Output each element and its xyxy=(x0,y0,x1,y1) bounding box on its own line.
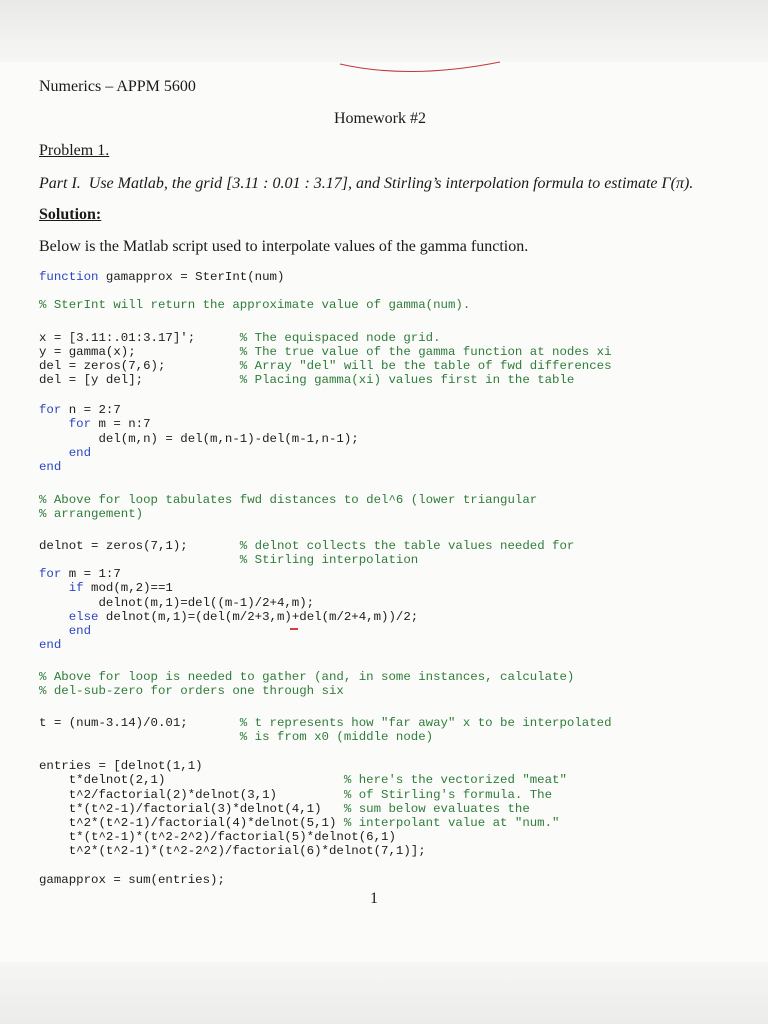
code-line xyxy=(39,331,441,346)
problem-statement: Part I. Use Matlab, the grid [3.11 : 0.01 : 3.17], and Stirling’s interpolation formula to estimate Γ(π). xyxy=(39,175,694,192)
code-comment: % The equispaced node grid. xyxy=(239,331,441,345)
code-text: mod(m,2)==1 xyxy=(83,581,173,595)
code-text: delnot = zeros(7,1); xyxy=(39,539,240,553)
code-comment: % Above for loop tabulates fwd distances to del^6 (lower triangular xyxy=(39,493,538,507)
code-keyword: else xyxy=(68,610,99,624)
code-line xyxy=(39,684,344,699)
code-line xyxy=(39,298,470,313)
code-line xyxy=(39,596,314,611)
red-pen-tick xyxy=(290,628,298,630)
code-line xyxy=(39,373,574,388)
solution-heading: Solution: xyxy=(39,206,102,223)
code-comment: % The true value of the gamma function at nodes xi xyxy=(239,345,612,359)
code-text: t*(t^2-1)*(t^2-2^2)/factorial(5)*delnot(6,1) xyxy=(39,830,396,844)
code-text: gamapprox = SterInt(num) xyxy=(98,270,285,284)
code-keyword: for xyxy=(39,403,62,417)
problem-heading: Problem 1. xyxy=(39,142,110,159)
code-comment: % Above for loop is needed to gather (and, in some instances, calculate) xyxy=(39,670,575,684)
intro-text: Below is the Matlab script used to interpolate values of the gamma function. xyxy=(39,238,529,255)
code-comment: % of Stirling's formula. The xyxy=(343,788,553,802)
code-line xyxy=(39,403,121,418)
code-comment: % is from x0 (middle node) xyxy=(239,730,434,744)
code-line xyxy=(39,539,574,554)
code-line xyxy=(39,638,61,653)
code-text: del = [y del]; xyxy=(39,373,240,387)
code-line xyxy=(39,359,612,374)
code-text: delnot(m,1)=del((m-1)/2+4,m); xyxy=(39,596,315,610)
course-title: Numerics – APPM 5600 xyxy=(39,78,196,95)
code-line xyxy=(39,802,530,817)
code-text: gamapprox = sum(entries); xyxy=(39,873,225,887)
scan-top-margin xyxy=(0,0,768,62)
code-line xyxy=(39,270,284,285)
code-text: x = [3.11:.01:3.17]'; xyxy=(39,331,240,345)
code-line xyxy=(39,759,203,774)
code-comment: % Stirling interpolation xyxy=(239,553,419,567)
code-text: m = n:7 xyxy=(91,417,151,431)
code-line xyxy=(39,446,91,461)
code-comment: % SterInt will return the approximate value of gamma(num). xyxy=(39,298,471,312)
code-line xyxy=(39,670,574,685)
code-keyword: if xyxy=(68,581,84,595)
code-line xyxy=(39,730,433,745)
code-line xyxy=(39,553,418,568)
code-comment: % Array "del" will be the table of fwd differences xyxy=(239,359,612,373)
code-text: m = 1:7 xyxy=(61,567,121,581)
code-keyword: function xyxy=(39,270,99,284)
code-keyword: for xyxy=(68,417,92,431)
code-line xyxy=(39,873,225,888)
code-text: t^2*(t^2-1)/factorial(4)*delnot(5,1) xyxy=(39,816,344,830)
code-line xyxy=(39,432,359,447)
code-text: t^2*(t^2-1)*(t^2-2^2)/factorial(6)*delnot(7,1)]; xyxy=(39,844,426,858)
code-text: del(m,n) = del(m,n-1)-del(m-1,n-1); xyxy=(39,432,359,446)
code-line xyxy=(39,581,173,596)
code-line xyxy=(39,816,560,831)
code-keyword: end xyxy=(68,446,92,460)
code-text: t*delnot(2,1) xyxy=(39,773,344,787)
code-text: t^2/factorial(2)*delnot(3,1) xyxy=(39,788,344,802)
code-comment: % here's the vectorized "meat" xyxy=(343,773,567,787)
code-comment: % delnot collects the table values needed for xyxy=(239,539,575,553)
code-text: t*(t^2-1)/factorial(3)*delnot(4,1) xyxy=(39,802,344,816)
code-line xyxy=(39,460,61,475)
code-text: t = (num-3.14)/0.01; xyxy=(39,716,240,730)
code-keyword: end xyxy=(68,624,92,638)
code-comment: % sum below evaluates the xyxy=(343,802,530,816)
code-comment: % interpolant value at "num." xyxy=(343,816,560,830)
code-text xyxy=(39,581,69,595)
code-line xyxy=(39,716,612,731)
code-line xyxy=(39,610,418,625)
code-line xyxy=(39,507,143,522)
scan-bottom-margin xyxy=(0,962,768,1024)
code-line xyxy=(39,773,567,788)
code-text xyxy=(39,417,69,431)
code-keyword: for xyxy=(39,567,62,581)
code-text xyxy=(39,446,69,460)
code-keyword: end xyxy=(39,460,62,474)
red-pen-mark xyxy=(330,58,510,78)
code-line xyxy=(39,844,426,859)
code-line xyxy=(39,788,552,803)
code-text: entries = [delnot(1,1) xyxy=(39,759,203,773)
code-text xyxy=(39,730,240,744)
code-text xyxy=(39,553,240,567)
code-comment: % del-sub-zero for orders one through six xyxy=(39,684,344,698)
code-text xyxy=(39,610,69,624)
code-text: y = gamma(x); xyxy=(39,345,240,359)
page-number: 1 xyxy=(370,890,378,907)
code-keyword: end xyxy=(39,638,62,652)
code-comment: % Placing gamma(xi) values first in the table xyxy=(239,373,575,387)
code-line xyxy=(39,830,396,845)
code-text: del = zeros(7,6); xyxy=(39,359,240,373)
code-text: n = 2:7 xyxy=(61,403,121,417)
code-line xyxy=(39,345,612,360)
code-line xyxy=(39,567,121,582)
code-text xyxy=(39,624,69,638)
code-line xyxy=(39,624,91,639)
code-comment: % arrangement) xyxy=(39,507,144,521)
code-comment: % t represents how "far away" x to be interpolated xyxy=(239,716,612,730)
code-text: delnot(m,1)=(del(m/2+3,m)+del(m/2+4,m))/2; xyxy=(98,610,419,624)
code-line xyxy=(39,493,537,508)
code-line xyxy=(39,417,151,432)
homework-title: Homework #2 xyxy=(334,110,426,127)
